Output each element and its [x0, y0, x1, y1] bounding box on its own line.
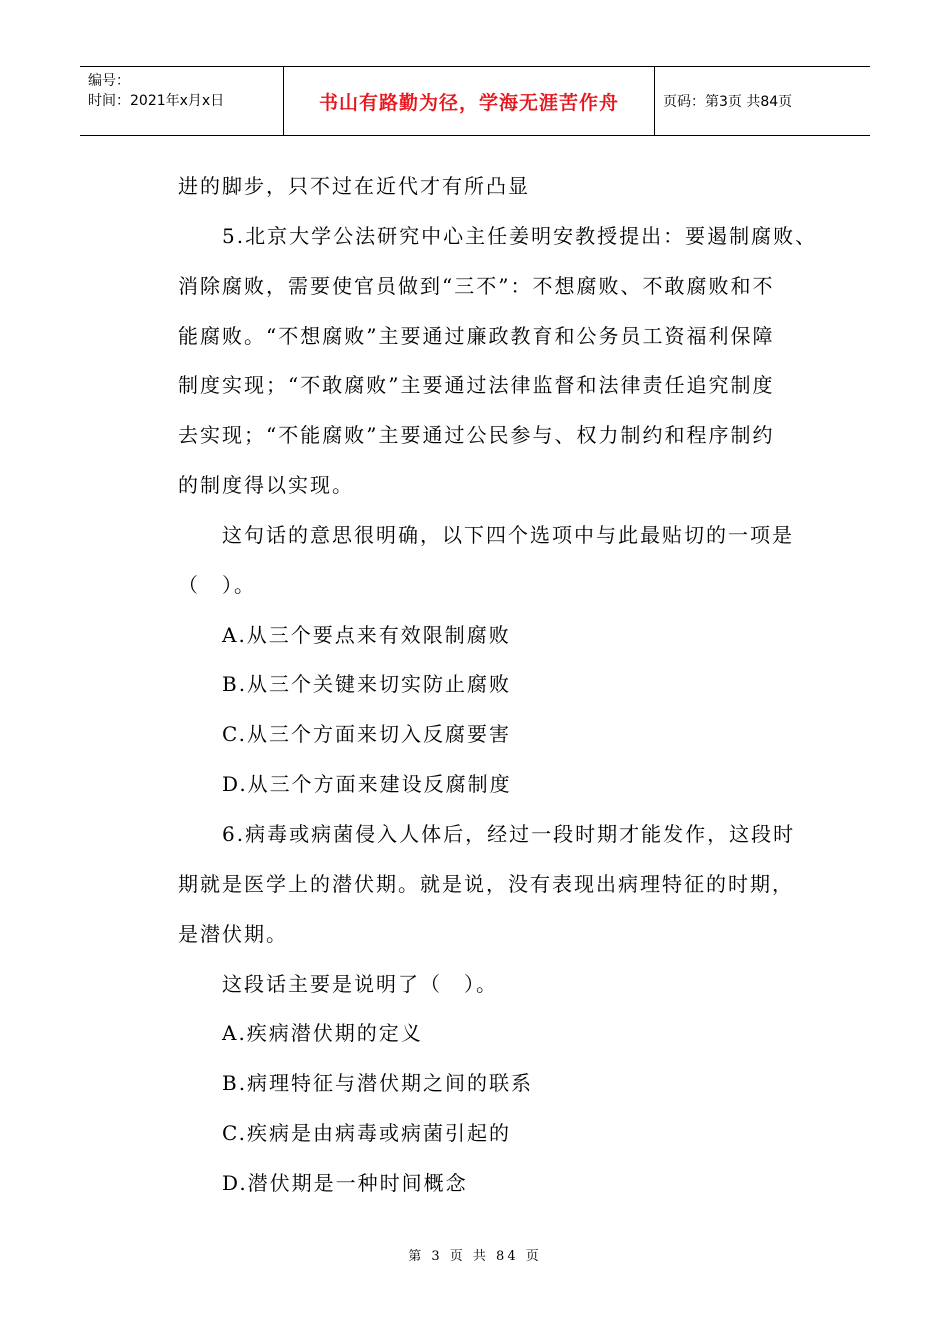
question-5-text: 5.北京大学公法研究中心主任姜明安教授提出：要遏制腐败、 — [222, 223, 818, 248]
question-6-option-d: D.潜伏期是一种时间概念 — [222, 1170, 468, 1195]
text-line: 是潜伏期。 — [178, 921, 288, 946]
question-6-option-c: C.疾病是由病毒或病菌引起的 — [222, 1121, 511, 1146]
text-line: 的制度得以实现。 — [178, 473, 354, 498]
answer-blank: （ ）。 — [178, 572, 256, 597]
document-body — [178, 162, 818, 1209]
text-line: 进的脚步，只不过在近代才有所凸显 — [178, 174, 530, 198]
question-5-option-c: C.从三个方面来切入反腐要害 — [222, 722, 511, 747]
text-line: 消除腐败，需要使官员做到“三不”：不想腐败、不敢腐败和不 — [178, 273, 775, 298]
text-line: 期就是医学上的潜伏期。就是说，没有表现出病理特征的时期， — [178, 871, 794, 896]
header-slogan: 书山有路勤为径，学海无涯苦作舟 — [283, 67, 655, 135]
page-header — [80, 66, 870, 136]
text-line: 制度实现；“不敢腐败”主要通过法律监督和法律责任追究制度 — [178, 373, 775, 398]
document-date: 时间：2021年x月x日 — [88, 93, 225, 109]
question-6-text: 6.病毒或病菌侵入人体后，经过一段时期才能发作，这段时 — [222, 821, 796, 846]
page-footer: 第 3 页 共 84 页 — [408, 1249, 542, 1264]
header-meta — [80, 67, 283, 135]
question-6-option-b: B.病理特征与潜伏期之间的联系 — [222, 1071, 534, 1096]
question-6-prompt: 这段话主要是说明了（ ）。 — [222, 971, 498, 996]
document-number-label: 编号： — [88, 73, 130, 89]
question-5-prompt: 这句话的意思很明确，以下四个选项中与此最贴切的一项是 — [222, 522, 794, 547]
question-6-option-a: A.疾病潜伏期的定义 — [222, 1021, 423, 1046]
text-line: 去实现；“不能腐败”主要通过公民参与、权力制约和程序制约 — [178, 423, 775, 448]
question-5-option-d: D.从三个方面来建设反腐制度 — [222, 772, 512, 797]
question-5-option-b: B.从三个关键来切实防止腐败 — [222, 672, 512, 697]
text-line: 能腐败。“不想腐败”主要通过廉政教育和公务员工资福利保障 — [178, 323, 775, 348]
question-5-option-a: A.从三个要点来有效限制腐败 — [222, 622, 511, 647]
header-page-info: 页码：第3页 共84页 — [663, 94, 793, 110]
